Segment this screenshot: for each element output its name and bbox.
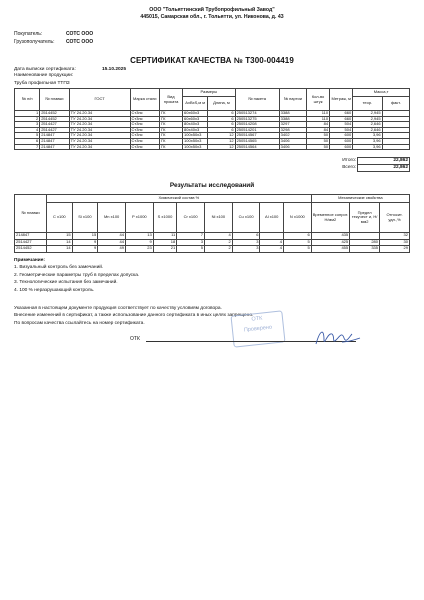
table-cell: 5 (15, 133, 40, 139)
company-name: ООО "Тольяттинский Трубопрофильный Завод" (149, 7, 275, 13)
table-cell: 3298 (279, 127, 306, 133)
table-cell: 214847 (40, 138, 69, 144)
stamp-line-2: Проверено (243, 324, 273, 334)
results-cell: 2 (204, 239, 232, 246)
results-rows (15, 233, 410, 253)
table-cell: 214847 (40, 144, 69, 150)
vsego-label: Всего: (342, 164, 357, 170)
table-cell: 1 (15, 111, 40, 117)
col-plavka: № плавки (40, 89, 69, 111)
results-cell: 6 (283, 233, 311, 240)
consignee-label: Грузополучатель: (14, 39, 55, 45)
results-cell: 425 (311, 239, 349, 246)
results-header-cell: Относит. удл.,% (380, 203, 410, 233)
results-cell: 4 (260, 239, 283, 246)
results-cell: 23 (125, 246, 153, 253)
col-kolvo: Кол-во штук (306, 89, 329, 111)
results-header-cell: Cu x100 (232, 203, 260, 233)
table-cell: 3402 (279, 133, 306, 139)
table-cell: 12 (208, 144, 235, 150)
table-cell: ТУ 24.20.34 (69, 138, 130, 144)
table-cell: 2514427 (40, 122, 69, 128)
table-cell: 3,96 (353, 144, 382, 150)
table-cell: ГК (159, 127, 182, 133)
table-cell: ТУ 24.20.34 (69, 111, 130, 117)
table-cell: 250513275 (235, 116, 279, 122)
table-cell: 3,96 (353, 138, 382, 144)
notes-heading: Примечание: (14, 258, 45, 263)
results-cell: 5 (177, 246, 205, 253)
table-cell: ГК (159, 111, 182, 117)
results-cell: 15 (47, 233, 73, 240)
table-cell: 3388 (279, 116, 306, 122)
results-cell: 49 (98, 246, 126, 253)
stamp-line-1: ОТК (251, 315, 263, 323)
table-cell: 60x60x3 (183, 116, 208, 122)
results-cell: 13 (125, 233, 153, 240)
results-cell: 280 (350, 239, 380, 246)
results-header-cell: Cr x100 (177, 203, 205, 233)
results-cell: 11 (153, 233, 176, 240)
results-header-cell: Mn x100 (98, 203, 126, 233)
table-cell: 2514452 (40, 116, 69, 122)
table-cell: 6 (208, 122, 235, 128)
table-cell: 504 (330, 122, 353, 128)
itogo-value: 22,862 (358, 158, 410, 165)
results-title: Результаты исследований (169, 182, 255, 189)
results-cell: 21 (153, 246, 176, 253)
results-header-cell: P x1000 (125, 203, 153, 233)
col-gost: ГОСТ (69, 89, 130, 111)
results-cell: 15 (72, 233, 98, 240)
table-cell: ГК (159, 122, 182, 128)
table-cell: ГК (159, 138, 182, 144)
results-cell: 2 (204, 246, 232, 253)
certificate-title: СЕРТИФИКАТ КАЧЕСТВА № Т300-004419 (130, 56, 294, 65)
col-massa: Масса,т (353, 89, 410, 97)
res-chem-group: Химический состав % (47, 195, 312, 203)
results-header-cell: N x1000 (283, 203, 311, 233)
table-cell: 600 (330, 144, 353, 150)
table-cell: 504 (330, 127, 353, 133)
table-cell: 50 (306, 138, 329, 144)
table-cell: 3406 (279, 144, 306, 150)
consignee-row (14, 39, 94, 45)
table-cell: 6 (208, 116, 235, 122)
consignee-value: СОТС ООО (66, 39, 94, 45)
results-cell: 2514452 (15, 246, 47, 253)
otk-stamp (230, 310, 285, 347)
table-cell: 3388 (279, 111, 306, 117)
table-cell: 250514564 (235, 144, 279, 150)
table-cell: 100x50x3 (183, 144, 208, 150)
vsego-value: 22,862 (358, 165, 410, 172)
table-cell: 80x40x3 (183, 127, 208, 133)
results-row (15, 246, 410, 253)
results-header-cell: Предел текучест и, Н/мм2 (350, 203, 380, 233)
results-cell: 6 (232, 233, 260, 240)
results-cell: 5 (283, 246, 311, 253)
results-header-row (15, 203, 410, 233)
table-cell: 6 (208, 111, 235, 117)
table-cell: Ст3пс (130, 144, 159, 150)
table-cell: 12 (208, 133, 235, 139)
results-cell: 9 (72, 239, 98, 246)
table-cell: 600 (330, 133, 353, 139)
issue-date-label: Дата выписки сертификата: (14, 67, 76, 72)
table-cell: 600 (330, 138, 353, 144)
table-cell: Ст3пс (130, 111, 159, 117)
res-col-plavka: № плавки (15, 195, 47, 233)
table-cell: 2,646 (353, 122, 382, 128)
table-cell: 660 (330, 111, 353, 117)
table-cell: ГК (159, 116, 182, 122)
company-header (0, 7, 424, 21)
res-mech-group: Механические свойства (311, 195, 409, 203)
results-cell: 7 (177, 233, 205, 240)
table-cell: ТУ 24.20.34 (69, 127, 130, 133)
table-cell: 4 (15, 127, 40, 133)
totals-table (254, 157, 410, 172)
buyer-value: СОТС ООО (66, 31, 94, 37)
table-cell: 3,96 (353, 133, 382, 139)
table-cell: ГК (159, 144, 182, 150)
table-cell: 7 (15, 144, 40, 150)
results-cell: 5 (283, 239, 311, 246)
results-cell: 30 (380, 239, 410, 246)
table-cell (382, 144, 409, 150)
results-cell: 18 (153, 239, 176, 246)
issue-date-value: 15.10.2025 (102, 67, 127, 72)
table-cell: 110 (306, 111, 329, 117)
col-paket: № пакета (235, 89, 279, 111)
results-cell: 4 (204, 233, 232, 240)
products-table (14, 88, 410, 150)
table-cell: 2514427 (40, 127, 69, 133)
table-cell: 250514567 (235, 133, 279, 139)
product-label: Наименование продукции: (14, 73, 74, 78)
results-header-cell: Al x100 (260, 203, 283, 233)
results-cell: 14 (47, 239, 73, 246)
note-item: 4. 100 % неразрушающий контроль. (14, 287, 95, 293)
results-header-cell: Si x100 (72, 203, 98, 233)
table-cell: 2,945 (353, 111, 382, 117)
col-num: № п/п (15, 89, 40, 111)
results-cell: 335 (350, 246, 380, 253)
col-fakt: факт. (382, 97, 409, 111)
results-cell: 3 (232, 246, 260, 253)
col-teor: теор. (353, 97, 382, 111)
note-item: 2. Геометрические параметры труб в пределах допуска. (14, 272, 140, 278)
note-item: 3. Технологические испытания без замечаний. (14, 280, 118, 286)
notes-block (14, 257, 139, 294)
table-cell: 250514201 (235, 127, 279, 133)
table-cell: 2,945 (353, 116, 382, 122)
results-table (14, 194, 410, 253)
table-cell: 3297 (279, 122, 306, 128)
results-cell: 2514427 (15, 239, 47, 246)
otk-label: ОТК (130, 336, 140, 342)
table-cell: ТУ 24.20.34 (69, 122, 130, 128)
col-dlina: Длина, м (208, 97, 235, 111)
results-cell: 9 (125, 239, 153, 246)
signature-image (312, 326, 362, 350)
table-cell: 2,646 (353, 127, 382, 133)
col-razmery: Размеры (183, 89, 236, 97)
table-cell: 660 (330, 116, 353, 122)
final-line: По вопросам качества ссылайтесь на номер сертификата. (14, 320, 145, 326)
table-cell: 250514565 (235, 138, 279, 144)
results-cell: 214847 (15, 233, 47, 240)
results-cell: 3 (177, 239, 205, 246)
col-axbxs: AxBxS,м м (183, 97, 208, 111)
table-cell: Ст3пс (130, 116, 159, 122)
col-marka: Марка стали (130, 89, 159, 111)
table-cell: 3 (15, 122, 40, 128)
table-cell: Ст3пс (130, 138, 159, 144)
results-cell: 435 (311, 233, 349, 240)
col-partii: № партии (279, 89, 306, 111)
results-header-cell: S x1000 (153, 203, 176, 233)
results-cell: 14 (47, 246, 73, 253)
table-cell: 80x40x3 (183, 122, 208, 128)
table-cell: ТУ 24.20.34 (69, 133, 130, 139)
table-cell: ГК (159, 133, 182, 139)
table-cell: ТУ 24.20.34 (69, 116, 130, 122)
table-cell: 50 (306, 133, 329, 139)
products-rows (15, 111, 410, 150)
table-cell: 214847 (40, 133, 69, 139)
table-row (15, 144, 410, 150)
results-cell: 32 (380, 233, 410, 240)
results-header-cell: C x100 (47, 203, 73, 233)
table-cell: 6 (208, 127, 235, 133)
final-line: Внесение изменений в сертификат, а также использование данного сертификата в иных целях запрещено. (14, 313, 254, 319)
table-cell: 2 (15, 116, 40, 122)
results-cell: 29 (380, 246, 410, 253)
buyer-row (14, 31, 94, 37)
results-cell: 3 (232, 239, 260, 246)
table-cell: 2514452 (40, 111, 69, 117)
table-cell: 100x50x3 (183, 133, 208, 139)
table-cell: Ст3пс (130, 122, 159, 128)
results-cell: 44 (98, 239, 126, 246)
final-statement (14, 305, 253, 327)
table-cell: Ст3пс (130, 133, 159, 139)
table-cell: Ст3пс (130, 127, 159, 133)
product-value: Труба профильная ТТПЗ (14, 81, 70, 86)
final-line: Указанная в настоящем документе продукция соответствует по качеству условиям договора. (14, 306, 222, 311)
col-vid: Вид проката (159, 89, 182, 111)
table-cell: ТУ 24.20.34 (69, 144, 130, 150)
results-header-cell: Временное сопрот. Н/мм2 (311, 203, 349, 233)
col-metrazh: Метраж, м (330, 89, 353, 111)
table-cell: 3406 (279, 138, 306, 144)
results-cell: 4 (260, 246, 283, 253)
table-cell: 250514208 (235, 122, 279, 128)
table-cell: 50 (306, 144, 329, 150)
table-cell: 100x50x3 (183, 138, 208, 144)
results-cell: 455 (311, 246, 349, 253)
company-address: 445015, Самарская обл., г. Тольятти, ул. Никонова, д. 43 (140, 14, 284, 20)
table-cell: 60x60x3 (183, 111, 208, 117)
note-item: 1. Визуальный контроль без замечаний. (14, 265, 104, 271)
results-cell: 9 (72, 246, 98, 253)
table-cell: 110 (306, 116, 329, 122)
results-header-cell: Ni x100 (204, 203, 232, 233)
table-cell: 84 (306, 122, 329, 128)
table-cell: 84 (306, 127, 329, 133)
table-cell: 250513274 (235, 111, 279, 117)
buyer-label: Покупатель: (14, 31, 43, 37)
itogo-label: Итого: (342, 157, 357, 163)
table-cell: 12 (208, 138, 235, 144)
results-cell: 44 (98, 233, 126, 240)
table-cell: 6 (15, 138, 40, 144)
